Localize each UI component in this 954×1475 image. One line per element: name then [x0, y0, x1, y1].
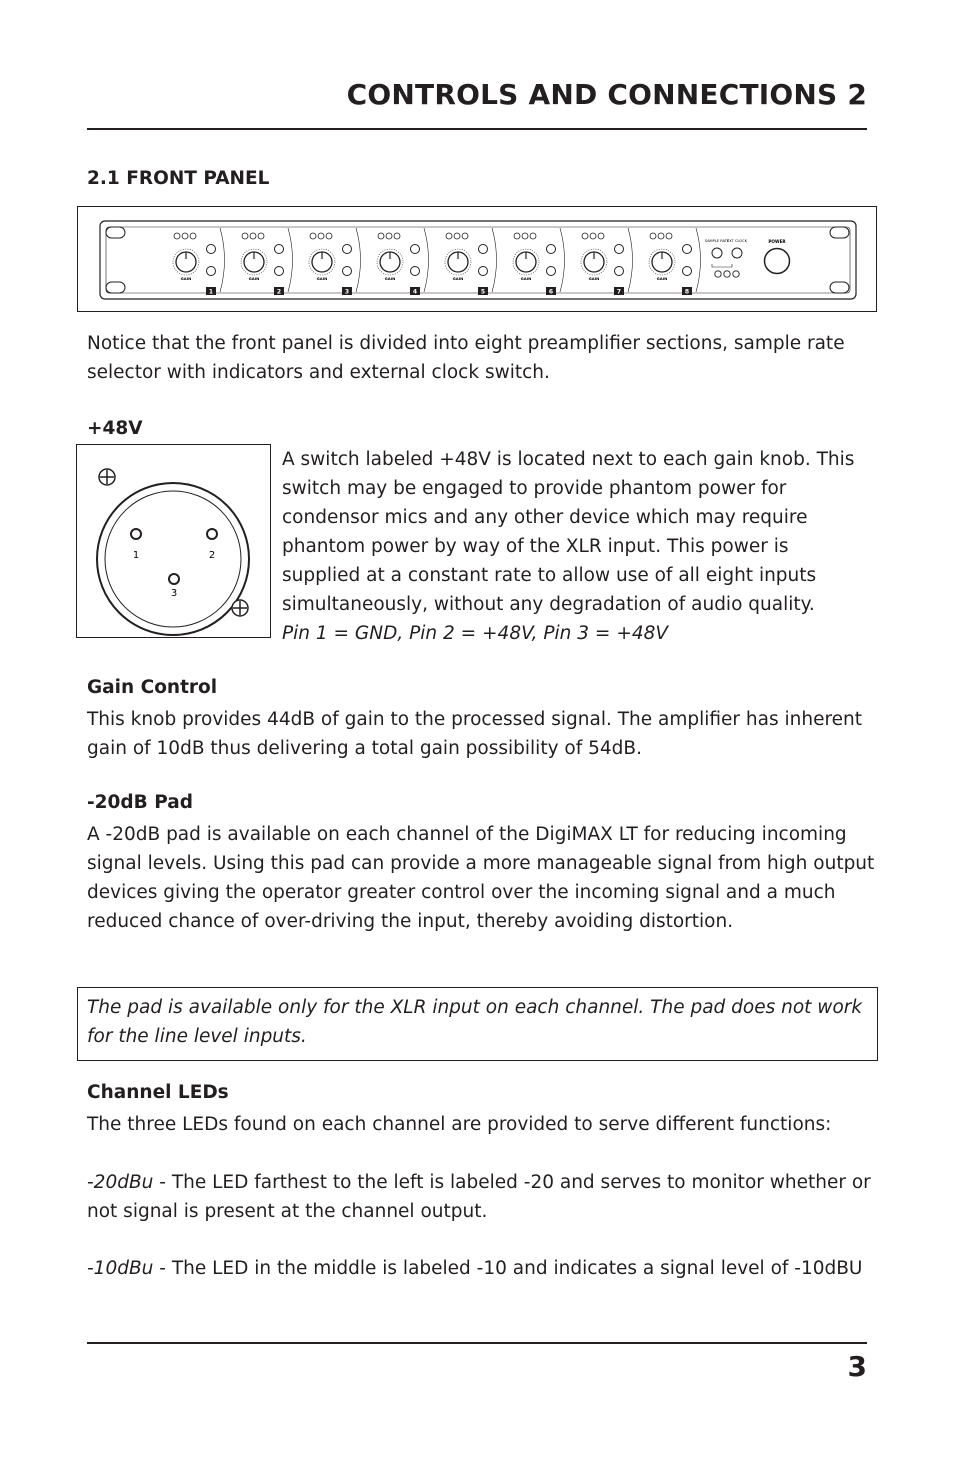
channel-4-led-3	[394, 233, 400, 239]
channel-3-gain-label: GAIN	[316, 276, 328, 281]
note-text: The pad is available only for the XLR input on each channel. The pad does not work for the line level inputs.	[87, 997, 863, 1047]
ext-clock-button	[732, 248, 742, 258]
channel-3-number: 3	[344, 288, 350, 296]
ext-clock-label: EXT CLOCK	[726, 239, 748, 243]
screw-top-left-icon	[99, 469, 115, 485]
channel-2-number: 2	[276, 288, 282, 296]
channel-3-pad-switch	[343, 245, 352, 254]
channel-6-divider	[560, 228, 565, 292]
sample-rate-led-1	[715, 271, 721, 277]
channel-4-divider	[424, 228, 429, 292]
screw-bottom-right-icon	[232, 600, 248, 616]
footer-rule	[87, 1342, 867, 1344]
page-number: 3	[847, 1350, 867, 1383]
xlr-pin-2-label: 2	[208, 550, 216, 561]
rack-ear-slot-top-left	[106, 227, 125, 238]
channel-5-48v-switch	[479, 267, 488, 276]
channel-2-led-1	[242, 233, 248, 239]
channel-7-48v-switch	[615, 267, 624, 276]
channel-5-gain-label: GAIN	[452, 276, 464, 281]
led-20-text: - The LED farthest to the left is labeled -20 and serves to monitor whether or not signal is present at the channel output.	[87, 1172, 871, 1222]
chapter-title: CONTROLS AND CONNECTIONS 2	[346, 78, 867, 111]
channel-1-led-3	[190, 233, 196, 239]
channel-6-led-3	[530, 233, 536, 239]
power-label: POWER	[768, 239, 786, 244]
leds-heading: Channel LEDs	[87, 1082, 229, 1103]
front-panel-drawing	[78, 207, 878, 313]
channel-2-gain-label: GAIN	[248, 276, 260, 281]
channel-1-divider	[220, 228, 225, 292]
channel-7-led-2	[590, 233, 596, 239]
channel-3-divider	[356, 228, 361, 292]
sample-rate-led-3	[733, 271, 739, 277]
rack-inner-border	[106, 227, 850, 296]
sample-rate-bracket	[712, 264, 732, 267]
channel-2-48v-switch	[275, 267, 284, 276]
led-20-label: -20dBu	[87, 1172, 154, 1193]
phantom-pins-text: Pin 1 = GND, Pin 2 = +48V, Pin 3 = +48V	[282, 623, 669, 644]
xlr-connector-diagram	[76, 444, 271, 638]
pad-heading: -20dB Pad	[87, 792, 193, 813]
rack-ear-slot-bottom-left	[106, 282, 125, 293]
sample-rate-label: SAMPLE RATE	[704, 239, 730, 243]
channel-4-gain-label: GAIN	[384, 276, 396, 281]
channel-5-pad-switch	[479, 245, 488, 254]
channel-1-pad-switch	[207, 245, 216, 254]
channel-4-48v-switch	[411, 267, 420, 276]
xlr-pin-1	[131, 529, 141, 539]
xlr-outer-ring	[97, 483, 249, 635]
sample-rate-section	[705, 239, 748, 277]
channel-2-pad-switch	[275, 245, 284, 254]
channel-8-number: 8	[684, 288, 690, 296]
channel-4-pad-switch	[411, 245, 420, 254]
channel-5-divider	[492, 228, 497, 292]
leds-description: The three LEDs found on each channel are provided to serve different functions:	[87, 1114, 832, 1135]
channel-5-led-1	[446, 233, 452, 239]
pad-description: A -20dB pad is available on each channel of the DigiMAX LT for reducing incoming signal levels. Using this pad can provide a more manageable signal from high output devices giving the operator greater control over the incoming signal and a much reduced chance of over-driving the input, thereby avoiding distortion.	[87, 824, 875, 932]
xlr-inner-ring	[105, 491, 241, 627]
channel-5-led-3	[462, 233, 468, 239]
channel-1-gain-label: GAIN	[180, 276, 192, 281]
channel-2-led-3	[258, 233, 264, 239]
xlr-pin-2	[207, 529, 217, 539]
channel-8-led-1	[650, 233, 656, 239]
sample-rate-button	[712, 248, 722, 258]
channel-5-led-2	[454, 233, 460, 239]
channel-4-led-2	[386, 233, 392, 239]
power-button	[765, 249, 790, 274]
xlr-pin-3-label: 3	[170, 588, 178, 599]
channel-1-led-1	[174, 233, 180, 239]
led-10-description	[87, 1254, 877, 1283]
channel-3-led-1	[310, 233, 316, 239]
xlr-pin-3	[169, 574, 179, 584]
phantom-description	[282, 445, 872, 648]
channel-7-pad-switch	[615, 245, 624, 254]
channel-5-number: 5	[480, 288, 486, 296]
led-10-text: - The LED in the middle is labeled -10 and indicates a signal level of -10dBU	[153, 1258, 863, 1279]
channel-6-led-1	[514, 233, 520, 239]
channel-1-48v-switch	[207, 267, 216, 276]
channel-7-gain-label: GAIN	[588, 276, 600, 281]
channel-3-48v-switch	[343, 267, 352, 276]
rack-ear-slot-bottom-right	[830, 282, 849, 293]
channel-7-led-3	[598, 233, 604, 239]
channel-2-divider	[288, 228, 293, 292]
channel-2-led-2	[250, 233, 256, 239]
channel-8-divider	[696, 228, 701, 292]
channel-6-pad-switch	[547, 245, 556, 254]
phantom-text: A switch labeled +48V is located next to each gain knob. This switch may be engaged to provide phantom power for condensor mics and any other device which may require phantom power by way of the XLR input. This power is supplied at a constant rate to allow use of all eight inputs simultaneously, without any degradation of audio quality.	[282, 449, 855, 615]
rack-ear-slot-top-right	[830, 227, 849, 238]
phantom-heading: +48V	[87, 418, 143, 439]
channel-3-led-3	[326, 233, 332, 239]
channel-7-divider	[628, 228, 633, 292]
led-20-description	[87, 1168, 877, 1226]
header-rule	[87, 128, 867, 130]
channel-6-led-2	[522, 233, 528, 239]
channel-6-48v-switch	[547, 267, 556, 276]
front-panel-intro: Notice that the front panel is divided into eight preamplifier sections, sample rate selector with indicators and external clock switch.	[87, 333, 845, 383]
channel-8-48v-switch	[683, 267, 692, 276]
channel-8-led-2	[658, 233, 664, 239]
xlr-pin-1-label: 1	[132, 550, 140, 561]
channel-1-led-2	[182, 233, 188, 239]
led-10-label: -10dBu	[87, 1258, 154, 1279]
channel-8-led-3	[666, 233, 672, 239]
gain-heading: Gain Control	[87, 677, 218, 698]
channel-6-number: 6	[548, 288, 554, 296]
gain-description: This knob provides 44dB of gain to the processed signal. The amplifier has inherent gain of 10dB thus delivering a total gain possibility of 54dB.	[87, 709, 863, 759]
section-heading: 2.1 FRONT PANEL	[87, 168, 270, 189]
channel-7-led-1	[582, 233, 588, 239]
front-panel-diagram	[77, 206, 877, 312]
channel-7-number: 7	[616, 288, 622, 296]
channel-4-number: 4	[412, 288, 418, 296]
channel-8-pad-switch	[683, 245, 692, 254]
channel-1-number: 1	[208, 288, 214, 296]
channel-8-gain-label: GAIN	[656, 276, 668, 281]
channel-4-led-1	[378, 233, 384, 239]
channel-6-gain-label: GAIN	[520, 276, 532, 281]
sample-rate-led-2	[724, 271, 730, 277]
xlr-drawing	[77, 445, 272, 639]
channel-3-led-2	[318, 233, 324, 239]
